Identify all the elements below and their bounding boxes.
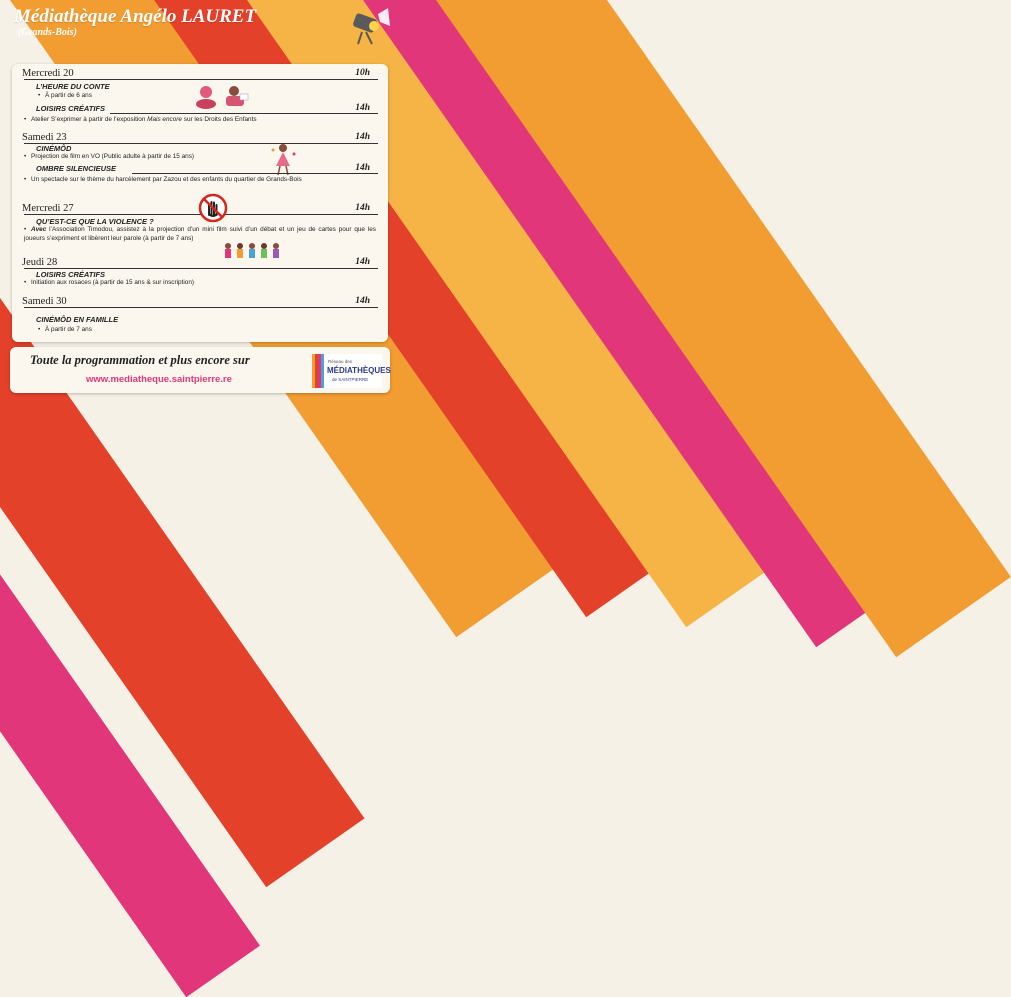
event-desc: • Avec l’Association Timodou, assistez à la projection d’un mini film suivi d’un débat et un jeu de cartes pour que les joueurs s’expriment et libèrent leur parole (à partir de 7 ans) xyxy=(24,226,376,242)
event-desc: • Un spectacle sur le thème du harcèlement par Zazou et des enfants du quartier de Grands-Bois xyxy=(24,176,302,183)
stop-hand-icon xyxy=(198,193,228,223)
event-time: 14h xyxy=(355,103,370,113)
day-heading: Samedi 30 xyxy=(22,296,67,307)
divider xyxy=(24,268,378,269)
event-title: CINÉMÔD xyxy=(36,144,72,153)
event-time: 14h xyxy=(355,296,370,306)
event-time: 14h xyxy=(355,203,370,213)
divider xyxy=(110,113,378,114)
event-title: CINÉMÔD EN FAMILLE xyxy=(36,315,119,324)
day-heading: Mercredi 27 xyxy=(22,203,74,214)
event-title: QU’EST-CE QUE LA VIOLENCE ? xyxy=(36,217,154,226)
svg-text:de SAINTPIERRE: de SAINTPIERRE xyxy=(332,377,369,382)
program-card xyxy=(12,64,388,342)
event-desc: • Atelier S’exprimer à partir de l’exposition Mais encore sur les Droits des Enfants xyxy=(24,116,257,123)
event-time: 14h xyxy=(355,163,370,173)
event-desc: • À partir de 6 ans xyxy=(38,92,92,99)
svg-text:MÉDIATHÈQUES: MÉDIATHÈQUES xyxy=(327,366,391,375)
divider xyxy=(132,173,378,174)
page-title: Médiathèque Angélo LAURET xyxy=(14,6,257,27)
event-day-mercredi-20 xyxy=(22,68,378,123)
page-subtitle: (Grands-Bois) xyxy=(18,27,77,38)
day-heading: Mercredi 20 xyxy=(22,68,74,79)
divider xyxy=(24,143,378,144)
event-time: 14h xyxy=(355,132,370,142)
event-time: 10h xyxy=(355,68,370,78)
mediatheques-logo xyxy=(312,354,391,388)
divider xyxy=(24,79,378,80)
footer-text: Toute la programmation et plus encore sur xyxy=(30,353,250,367)
children-illustration xyxy=(222,241,288,265)
svg-text:Réseau des: Réseau des xyxy=(328,359,353,364)
event-title: L’HEURE DU CONTE xyxy=(36,82,110,91)
event-day-jeudi-28 xyxy=(22,257,378,286)
storytelling-illustration xyxy=(194,82,256,110)
event-day-samedi-30 xyxy=(22,296,378,333)
divider xyxy=(24,307,378,308)
footer-banner xyxy=(10,347,390,393)
spotlight-icon xyxy=(344,4,392,48)
event-time: 14h xyxy=(355,257,370,267)
event-title: LOISIRS CRÉATIFS xyxy=(36,104,106,113)
dancer-illustration xyxy=(268,142,298,176)
event-desc: • Projection de film en VO (Public adulte à partir de 15 ans) xyxy=(24,153,195,160)
day-heading: Jeudi 28 xyxy=(22,257,58,268)
event-title: OMBRE SILENCIEUSE xyxy=(36,164,117,173)
event-title: LOISIRS CRÉATIFS xyxy=(36,270,106,279)
day-heading: Samedi 23 xyxy=(22,132,67,143)
event-day-samedi-23 xyxy=(22,132,378,183)
event-desc: • Initiation aux rosaces (à partir de 15 ans & sur inscription) xyxy=(24,279,195,286)
website-link[interactable]: www.mediatheque.saintpierre.re xyxy=(86,374,232,385)
event-day-mercredi-27 xyxy=(22,203,378,242)
event-desc: • À partir de 7 ans xyxy=(38,326,92,333)
